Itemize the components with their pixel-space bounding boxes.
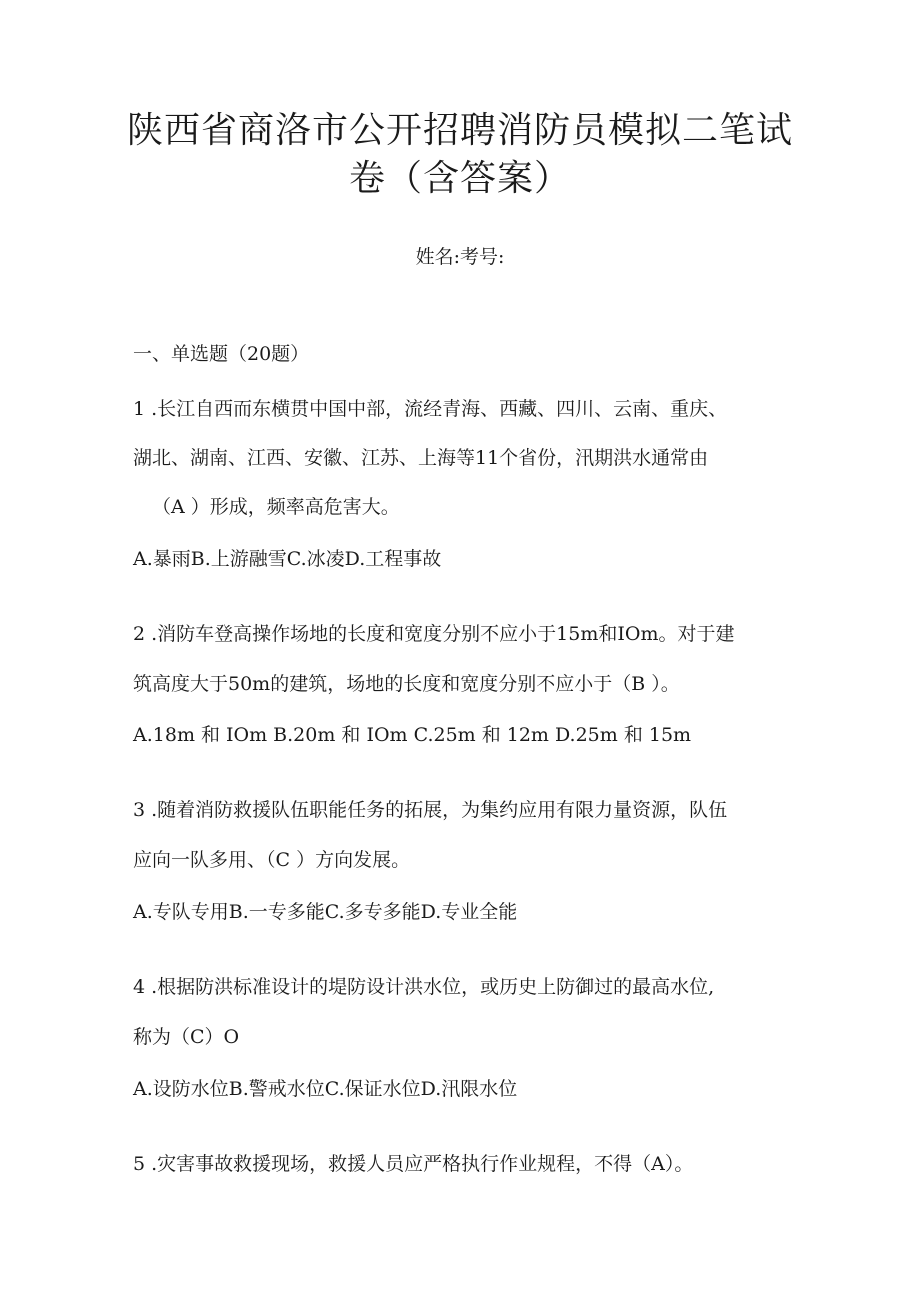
question-2-line-1: 2 .消防车登高操作场地的长度和宽度分别不应小于15m和IOm。对于建 bbox=[133, 623, 735, 645]
question-1-options: A.暴雨B.上游融雪C.冰凌D.工程事故 bbox=[133, 548, 442, 570]
question-1-line-3: （A ）形成，频率高危害大。 bbox=[152, 496, 400, 518]
question-2-options: A.18m 和 IOm B.20m 和 IOm C.25m 和 12m D.25m 和 15m bbox=[133, 724, 692, 746]
question-4-line-1: 4 .根据防洪标准设计的堤防设计洪水位，或历史上防御过的最高水位, bbox=[133, 976, 715, 998]
question-1-line-2: 湖北、湖南、江西、安徽、江苏、上海等11个省份，汛期洪水通常由 bbox=[133, 447, 709, 469]
section-heading: 一、单选题（20题） bbox=[133, 343, 310, 365]
name-exam-number-line: 姓名:考号: bbox=[415, 246, 505, 268]
question-3-line-2: 应向一队多用、（C ）方向发展。 bbox=[133, 849, 411, 871]
question-5-line-1: 5 .灾害事故救援现场，救援人员应严格执行作业规程，不得（A）。 bbox=[133, 1153, 694, 1175]
question-1-line-1: 1 .长江自西而东横贯中国中部，流经青海、西藏、四川、云南、重庆、 bbox=[133, 398, 728, 420]
page-title-line-1: 陕西省商洛市公开招聘消防员模拟二笔试 bbox=[126, 110, 793, 151]
page-title-line-2: 卷（含答案） bbox=[348, 158, 571, 199]
question-4-line-2: 称为（C）O bbox=[133, 1026, 240, 1048]
question-3-line-1: 3 .随着消防救援队伍职能任务的拓展，为集约应用有限力量资源，队伍 bbox=[133, 799, 728, 821]
question-3-options: A.专队专用B.一专多能C.多专多能D.专业全能 bbox=[133, 901, 518, 923]
question-4-options: A.设防水位B.警戒水位C.保证水位D.汛限水位 bbox=[133, 1078, 518, 1100]
question-2-line-2: 筑高度大于50m的建筑，场地的长度和宽度分别不应小于（B ）。 bbox=[133, 673, 680, 695]
